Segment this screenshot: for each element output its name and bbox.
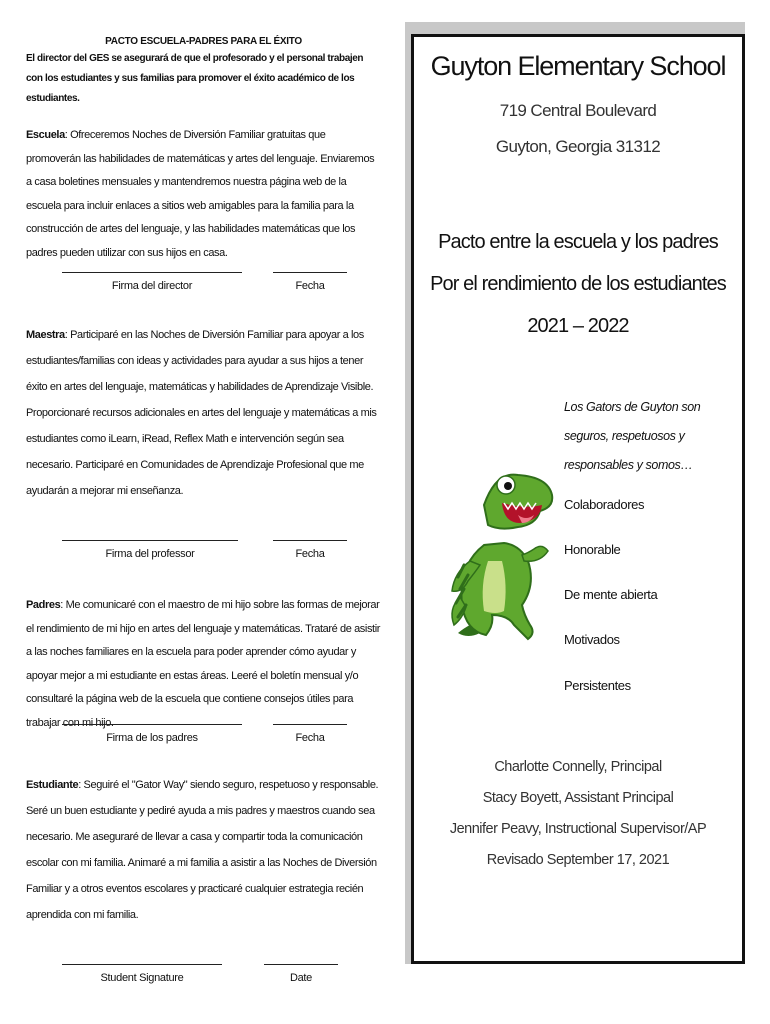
school-paragraph (26, 124, 382, 265)
date-line-4[interactable] (264, 964, 338, 965)
staff-assistant-principal: Stacy Boyett, Assistant Principal (482, 790, 674, 806)
school-label: Escuela (26, 129, 65, 141)
teacher-signature-row (26, 540, 382, 580)
gators-motto: Los Gators de Guyton son seguros, respetuosos y responsables y somos… (564, 400, 701, 472)
compact-header (26, 36, 381, 109)
director-intro: El director del GES se asegurará de que el profesorado y el personal trabajen con los estudiantes y sus familias para promover el éxito académico de los estudiantes. (26, 53, 364, 104)
staff-principal: Charlotte Connelly, Principal (494, 759, 662, 775)
revision-date: Revisado September 17, 2021 (486, 852, 670, 868)
teacher-text: : Participaré en las Noches de Diversión Familiar para apoyar a los estudiantes/familias con ideas y actividades para ayudar a sus hijos a tener éxito en artes del lenguaje, matemáticas y habilidades de Aprendizaje Visible. Proporcionaré recursos adicionales en artes del lenguaje y matemáticas a mis estudiantes como iLearn, iRead, Reflex Math e intervención según sea necesario. Participaré en Comunidades de Aprendizaje Profesional que me ayudarán a mejorar mi enseñanza. (26, 329, 377, 497)
address-line-2: Guyton, Georgia 31312 (495, 137, 661, 156)
teacher-signature-label: Firma del professor (105, 548, 195, 560)
teacher-label: Maestra (26, 329, 65, 341)
student-signature-line[interactable] (62, 964, 222, 965)
compact-title: PACTO ESCUELA-PADRES PARA EL ÉXITO (105, 36, 302, 47)
date-label-1: Fecha (295, 280, 325, 292)
date-line-1[interactable] (273, 272, 347, 273)
parents-paragraph (26, 594, 382, 735)
cover-panel (411, 34, 745, 964)
student-text: : Seguiré el "Gator Way" siendo seguro, respetuoso y responsable. Seré un buen estudiante y pediré ayuda a mis padres y maestros cuando sea necesario. Me aseguraré de llevar a casa y compartir toda la comunicación escolar con mi familia. Animaré a mi familia a asistir a las Noches de Diversión Familiar y a otros eventos escolares y practicaré cualquier estrategia recién aprendida con mi familia. (26, 779, 379, 921)
parents-signature-label: Firma de los padres (106, 732, 198, 744)
school-name: Guyton Elementary School (430, 51, 726, 81)
trait-colaboradores: Colaboradores (564, 497, 645, 512)
date-label-3: Fecha (295, 732, 325, 744)
student-signature-row (26, 964, 382, 1004)
trait-motivados: Motivados (564, 632, 620, 647)
address-line-1: 719 Central Boulevard (499, 101, 657, 120)
school-year: 2021 – 2022 (527, 315, 629, 337)
staff-instructional-supervisor: Jennifer Peavy, Instructional Supervisor/AP (449, 821, 707, 837)
trait-de-mente-abierta: De mente abierta (564, 587, 658, 602)
trait-honorable: Honorable (564, 542, 621, 557)
student-paragraph (26, 772, 382, 928)
director-signature-line[interactable] (62, 272, 242, 273)
student-label: Estudiante (26, 779, 79, 791)
school-text: : Ofreceremos Noches de Diversión Familiar gratuitas que promoverán las habilidades de matemáticas y artes del lenguaje. Enviaremos a casa boletines mensuales y mantendremos nuestra página web de la escuela para incluir enlaces a sitios web amigables para la familia para la construcción de artes del lenguaje, y las habilidades matemáticas que los padres pueden utilizar con sus hijos en casa. (26, 129, 375, 259)
alligator-mascot-icon (444, 465, 556, 651)
pact-title-1: Pacto entre la escuela y los padres (438, 231, 718, 253)
parents-text: : Me comunicaré con el maestro de mi hijo sobre las formas de mejorar el rendimiento de mi hijo en artes del lenguaje y matemáticas. Trataré de asistir a las noches familiares en la escuela para poder aprender cómo ayudar y apoyar mejor a mi estudiante en estas áreas. Leeré el boletín mensual y/o consultaré la página web de la escuela que contiene consejos útiles para trabajar con mi hijo. (26, 599, 381, 729)
parents-signature-line[interactable] (62, 724, 242, 725)
teacher-signature-line[interactable] (62, 540, 238, 541)
date-label-2: Fecha (295, 548, 325, 560)
trait-persistentes: Persistentes (564, 678, 631, 693)
student-signature-label: Student Signature (100, 972, 184, 984)
teacher-paragraph (26, 322, 382, 504)
date-line-2[interactable] (273, 540, 347, 541)
director-signature-row (26, 272, 382, 312)
parents-label: Padres (26, 599, 61, 611)
pact-title-2: Por el rendimiento de los estudiantes (430, 273, 726, 295)
parents-signature-row (26, 724, 382, 764)
director-signature-label: Firma del director (111, 280, 193, 292)
date-label-4: Date (289, 972, 313, 984)
date-line-3[interactable] (273, 724, 347, 725)
